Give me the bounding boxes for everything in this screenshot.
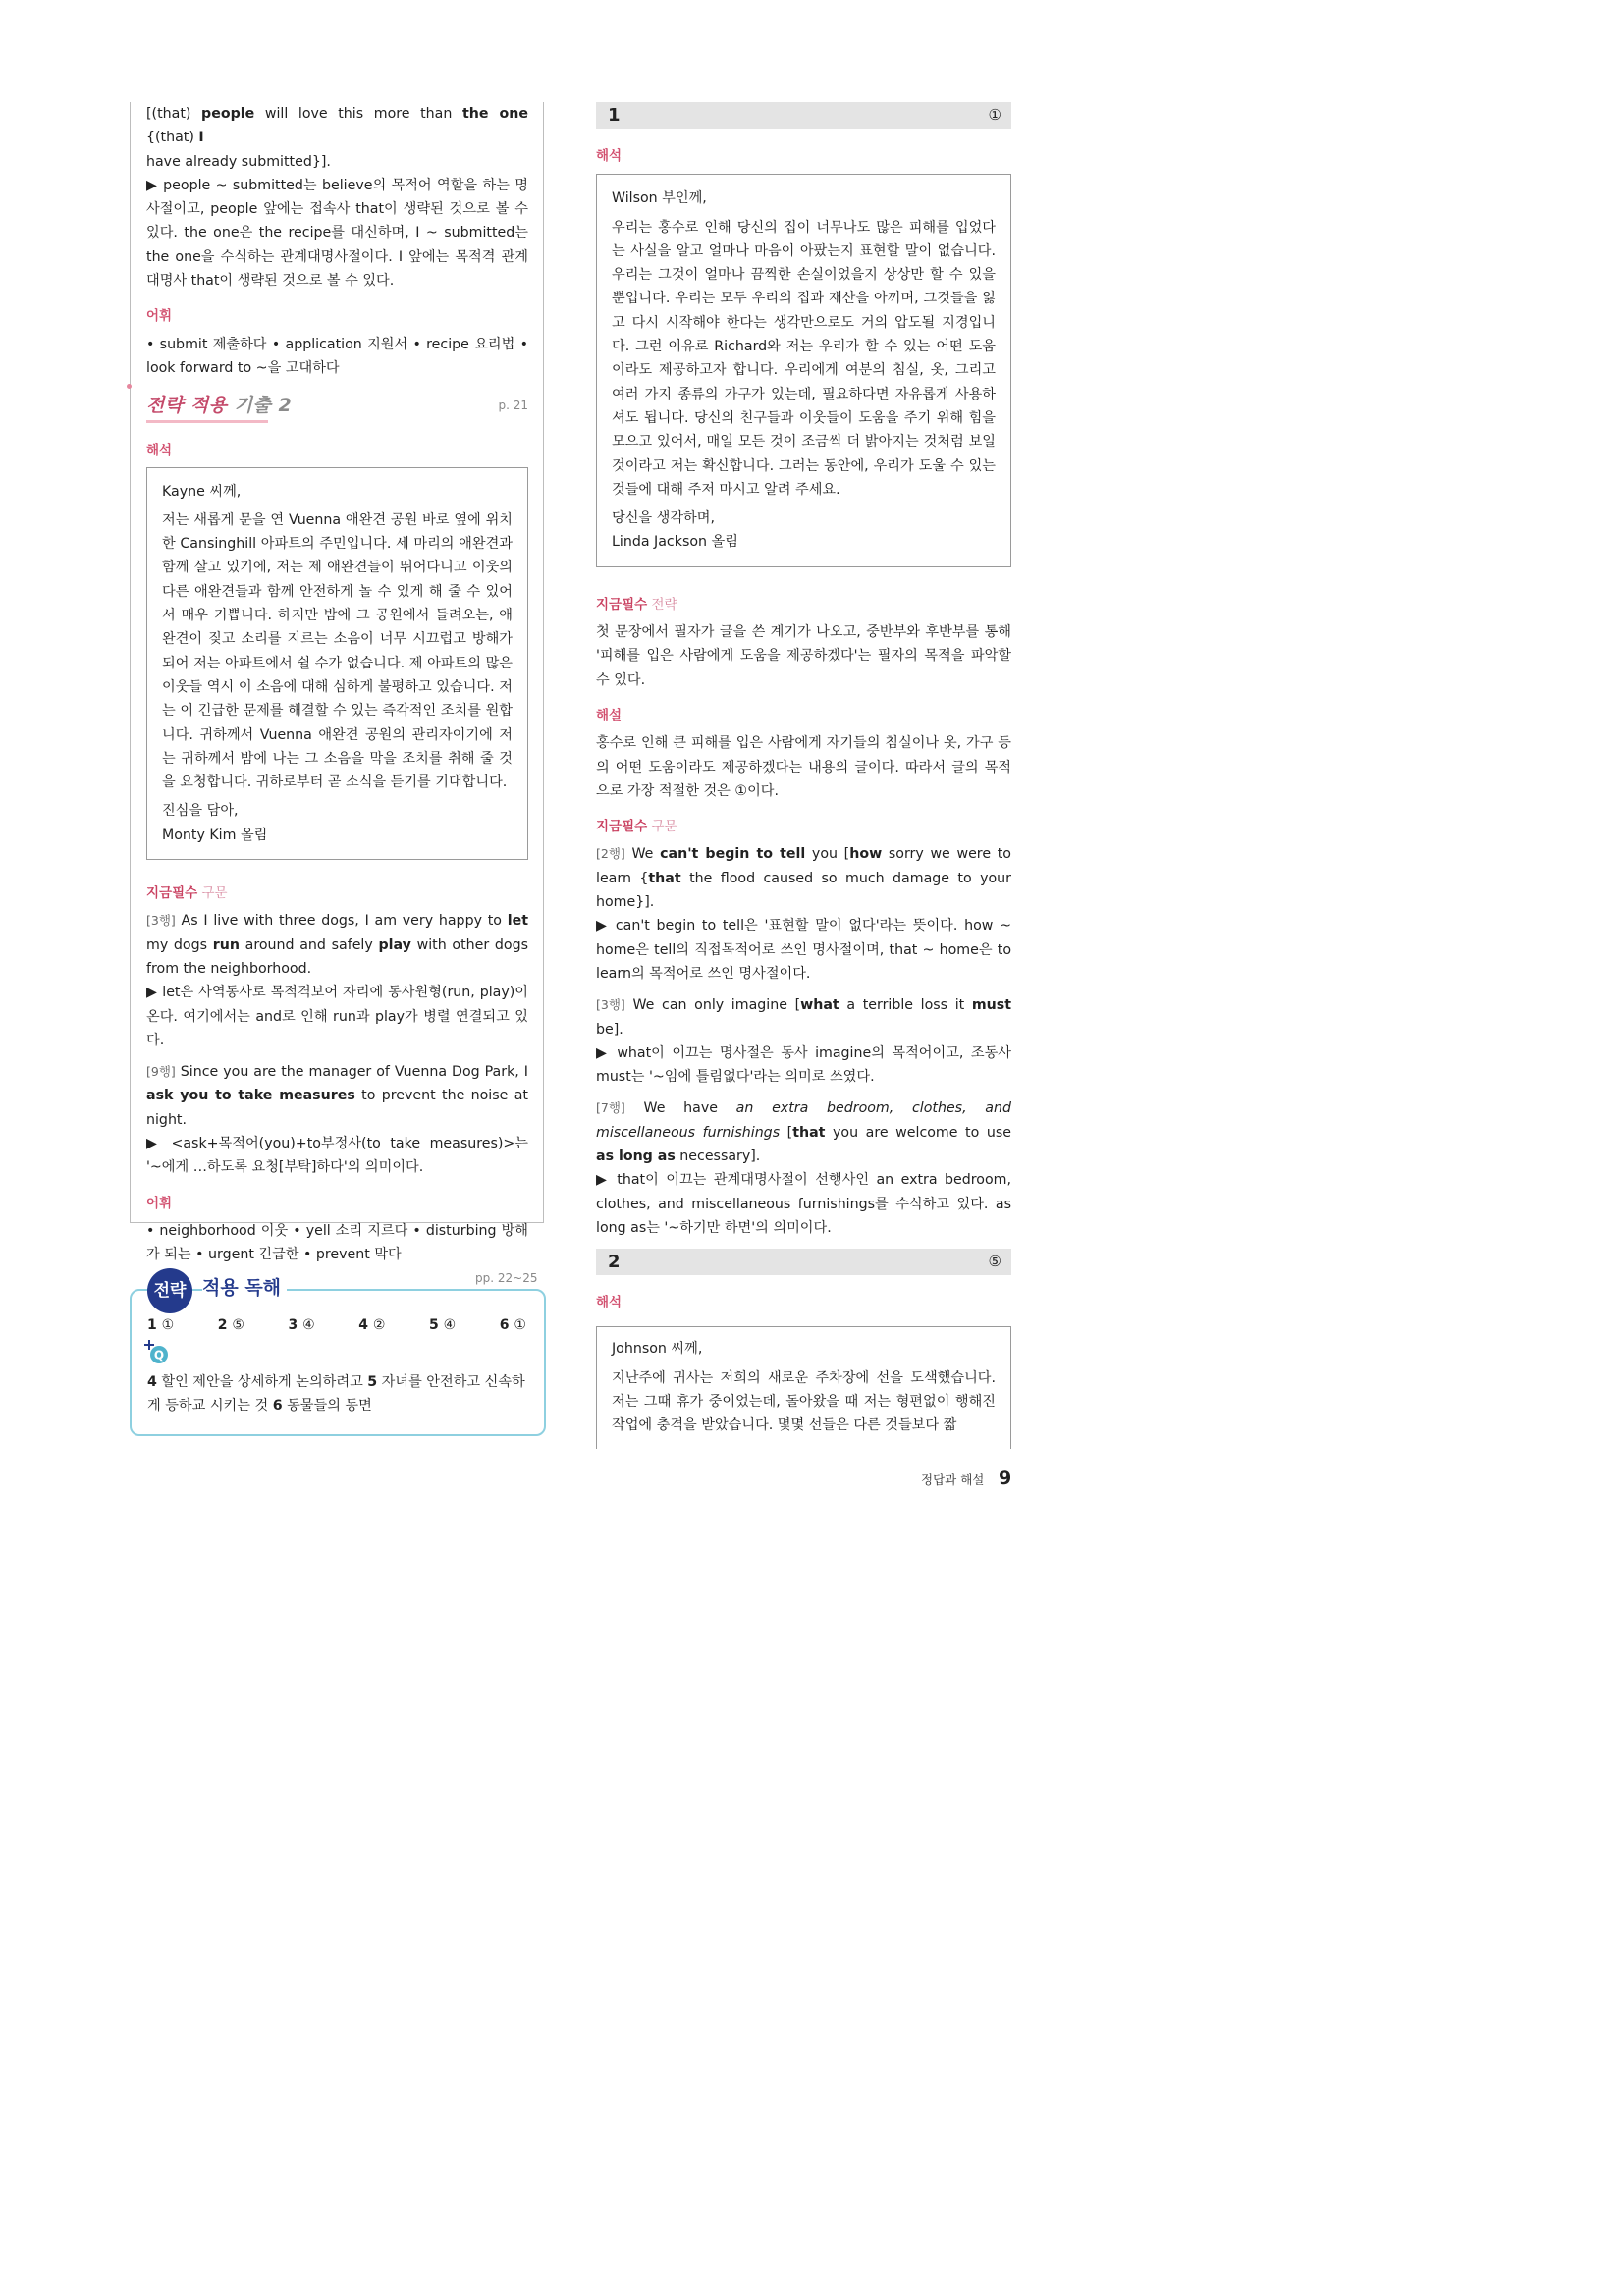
- section-page-ref: p. 21: [498, 399, 528, 413]
- question-header-2: [596, 1249, 1011, 1275]
- question-2-section: [596, 1249, 1011, 1449]
- syntax-note-3: ▶ that이 이끄는 관계대명사절이 선행사인 an extra bedroom, clothes, and miscellaneous furnishings를 수식하고 있다. as long as는 '~하기만 하면'의 의미이다.: [596, 1172, 1011, 1236]
- letter-closing: 진심을 담아,: [162, 803, 239, 820]
- syntax-note-2: ▶ what이 이끄는 명사절은 동사 imagine의 목적어이고, 조동사 must는 '~임에 틀림없다'라는 의미로 쓰였다.: [596, 1044, 1011, 1086]
- letter-greeting: Johnson 씨께,: [612, 1341, 703, 1358]
- answer-item: 4 ②: [358, 1317, 386, 1333]
- strategy-label: 지금필수 전략: [596, 596, 677, 613]
- left-column-right-border: [543, 102, 544, 1223]
- translation-box: [146, 467, 528, 860]
- strategy-text: 첫 문장에서 필자가 글을 쓴 계기가 나오고, 중반부와 후반부를 통해 '피해를 입은 사람에게 도움을 제공하겠다'는 필자의 목적을 파악할 수 있다.: [596, 624, 1011, 688]
- section-title: 전략 적용 기출 2: [146, 395, 293, 417]
- syntax-label: 지금필수 구문: [146, 885, 228, 902]
- letter-greeting: Wilson 부인께,: [612, 190, 707, 207]
- syntax-note-2: ▶ <ask+목적어(you)+to부정사(to take measures)>는 '~에게 …하도록 요청[부탁]하다'의 의미이다.: [146, 1135, 528, 1176]
- right-column: [596, 102, 1011, 1240]
- translation-label: 해석: [146, 443, 173, 459]
- answer-item: 2 ⑤: [217, 1317, 244, 1333]
- letter-body: 지난주에 귀사는 저희의 새로운 주차장에 선을 도색했습니다. 저는 그때 휴가 중이었는데, 돌아왔을 때 저는 형편없이 행해진 작업에 충격을 받았습니다. 몇몇 선들은 다른 것들보다 짧: [612, 1369, 996, 1434]
- vocab-list-2: • neighborhood 이웃 • yell 소리 지르다 • disturbing 방해가 되는 • urgent 긴급한 • prevent 막다: [146, 1222, 528, 1263]
- letter-signature: Linda Jackson 올림: [612, 534, 738, 551]
- question-answer: ⑤: [988, 1253, 1001, 1270]
- letter-closing: 당신을 생각하며,: [612, 510, 715, 527]
- syntax-example-3: [7행] We have an extra bedroom, clothes, and miscellaneous furnishings [that you are welcome to use as long as necessary].: [596, 1100, 1011, 1164]
- intro-note: ▶ people ~ submitted는 believe의 목적어 역할을 하는 명사절이고, people 앞에는 접속사 that이 생략된 것으로 볼 수 있다. the one은 the recipe를 대신하며, I ~ submitted는 the one을 수식하는 관계대명사절이다. I 앞에는 목적격 관계대명사 that이 생략된 것으로 볼 수 있다.: [146, 177, 528, 290]
- syntax-example-1: [2행] We can't begin to tell you [how sorry we were to learn {that the flood caused so much damage to your home}].: [596, 846, 1011, 911]
- answer-item: 6 ①: [499, 1317, 526, 1333]
- letter-signature: Monty Kim 올림: [162, 827, 268, 843]
- section-bullet-dot: [127, 384, 132, 389]
- summary-badge: 전략: [147, 1268, 192, 1313]
- summary-notes: 4 할인 제안을 상세하게 논의하려고 5 자녀를 안전하고 신속하게 등하교 시키는 것 6 동물들의 동면: [147, 1374, 525, 1414]
- letter-body: 저는 새롭게 문을 연 Vuenna 애완견 공원 바로 옆에 위치한 Cansinghill 아파트의 주민입니다. 세 마리의 애완견과 함께 살고 있기에, 저는 제 애완견들이 뛰어다니고 이웃의 다른 애완견들과 함께 안전하게 놀 수 있게 해 줄 수 있어서 매우 기쁩니다. 하지만 밤에 그 공원에서 들려오는, 애완견이 짖고 소리를 지르는 소음이 너무 시끄럽고 방해가 되어 저는 아파트에서 쉴 수가 없습니다. 제 아파트의 많은 이웃들 역시 이 소음에 대해 심하게 불평하고 있습니다. 저는 이 긴급한 문제를 해결할 수 있는 즉각적인 조치를 원합니다. 귀하께서 Vuenna 애완견 공원의 관리자이기에 저는 귀하께서 밤에 나는 그 소음을 막을 조치를 취해 줄 것을 요청합니다. 귀하로부터 곧 소식을 듣기를 기대합니다.: [162, 511, 513, 791]
- translation-box: [596, 174, 1011, 566]
- left-column-left-border: [130, 102, 131, 1223]
- question-number: 1: [608, 105, 621, 126]
- translation-box-2: [596, 1326, 1011, 1449]
- answer-item: 5 ④: [429, 1317, 457, 1333]
- footer-label: 정답과 해설: [921, 1472, 985, 1487]
- syntax-example-2: [3행] We can only imagine [what a terrible loss it must be].: [596, 997, 1011, 1038]
- translation-label: 해석: [596, 1295, 623, 1310]
- section-title-underline: [146, 420, 268, 423]
- question-number: 2: [608, 1252, 621, 1272]
- syntax-note-1: ▶ let은 사역동사로 목적격보어 자리에 동사원형(run, play)이 온다. 여기에서는 and로 인해 run과 play가 병렬 연결되고 있다.: [146, 985, 528, 1048]
- plus-q-icon: [143, 1339, 169, 1364]
- question-header-1: [596, 102, 1011, 129]
- explanation-label: 해설: [596, 707, 623, 723]
- syntax-label: 지금필수 구문: [596, 819, 677, 835]
- syntax-note-1: ▶ can't begin to tell은 '표현할 말이 없다'라는 뜻이다. how ~ home은 tell의 직접목적어로 쓰인 명사절이며, that ~ home은 to learn의 목적어로 쓰인 명사절이다.: [596, 918, 1011, 982]
- answer-item: 1 ①: [147, 1317, 175, 1333]
- letter-body: 우리는 홍수로 인해 당신의 집이 너무나도 많은 피해를 입었다는 사실을 알고 얼마나 마음이 아팠는지 표현할 말이 없습니다. 우리는 그것이 얼마나 끔찍한 손실이었을지 상상만 할 수 있을 뿐입니다. 우리는 모두 우리의 집과 재산을 아끼며, 그것들을 잃고 다시 시작해야 한다는 생각만으로도 거의 압도될 지경입니다. 그런 이유로 Richard와 저는 우리가 할 수 있는 어떤 도움이라도 제공하고자 합니다. 우리에게 여분의 침실, 옷, 그리고 여러 가지 종류의 가구가 있는데, 필요하다면 자유롭게 사용하셔도 됩니다. 당신의 친구들과 이웃들이 도움을 주기 위해 힘을 모으고 있어서, 매일 모든 것이 조금씩 더 밝아지는 것처럼 보일 것이라고 저는 확신합니다. 그러는 동안에, 우리가 도울 수 있는 것들에 대해 주저 마시고 알려 주세요.: [612, 219, 996, 498]
- left-column: [146, 102, 528, 1266]
- intro-sentence: [(that) people will love this more than the one {(that) I have already submitted}].: [146, 106, 528, 170]
- syntax-example-2: [9행] Since you are the manager of Vuenna Dog Park, I ask you to take measures to prevent the noise at night.: [146, 1064, 528, 1128]
- syntax-example-1: [3행] As I live with three dogs, I am very happy to let my dogs run around and safely play with other dogs from the neighborhood.: [146, 913, 528, 977]
- vocab-list: • submit 제출하다 • application 지원서 • recipe 요리법 • look forward to ~을 고대하다: [146, 336, 528, 376]
- answer-item: 3 ④: [288, 1317, 315, 1333]
- letter-greeting: Kayne 씨께,: [162, 483, 242, 500]
- vocab-label-2: 어휘: [146, 1195, 173, 1211]
- answer-list: [147, 1313, 526, 1337]
- page-number: 9: [999, 1468, 1012, 1489]
- section-header: [146, 390, 528, 439]
- summary-title: 적용 독해: [202, 1273, 287, 1303]
- svg-text:Q: Q: [153, 1348, 165, 1362]
- translation-label: 해석: [596, 148, 623, 164]
- summary-page-range: pp. 22~25: [475, 1271, 538, 1285]
- vocab-label: 어휘: [146, 308, 173, 325]
- explanation-text: 홍수로 인해 큰 피해를 입은 사람에게 자기들의 침실이나 옷, 가구 등의 어떤 도움이라도 제공하겠다는 내용의 글이다. 따라서 글의 목적으로 가장 적절한 것은 ①이다.: [596, 735, 1011, 799]
- question-answer: ①: [988, 106, 1001, 124]
